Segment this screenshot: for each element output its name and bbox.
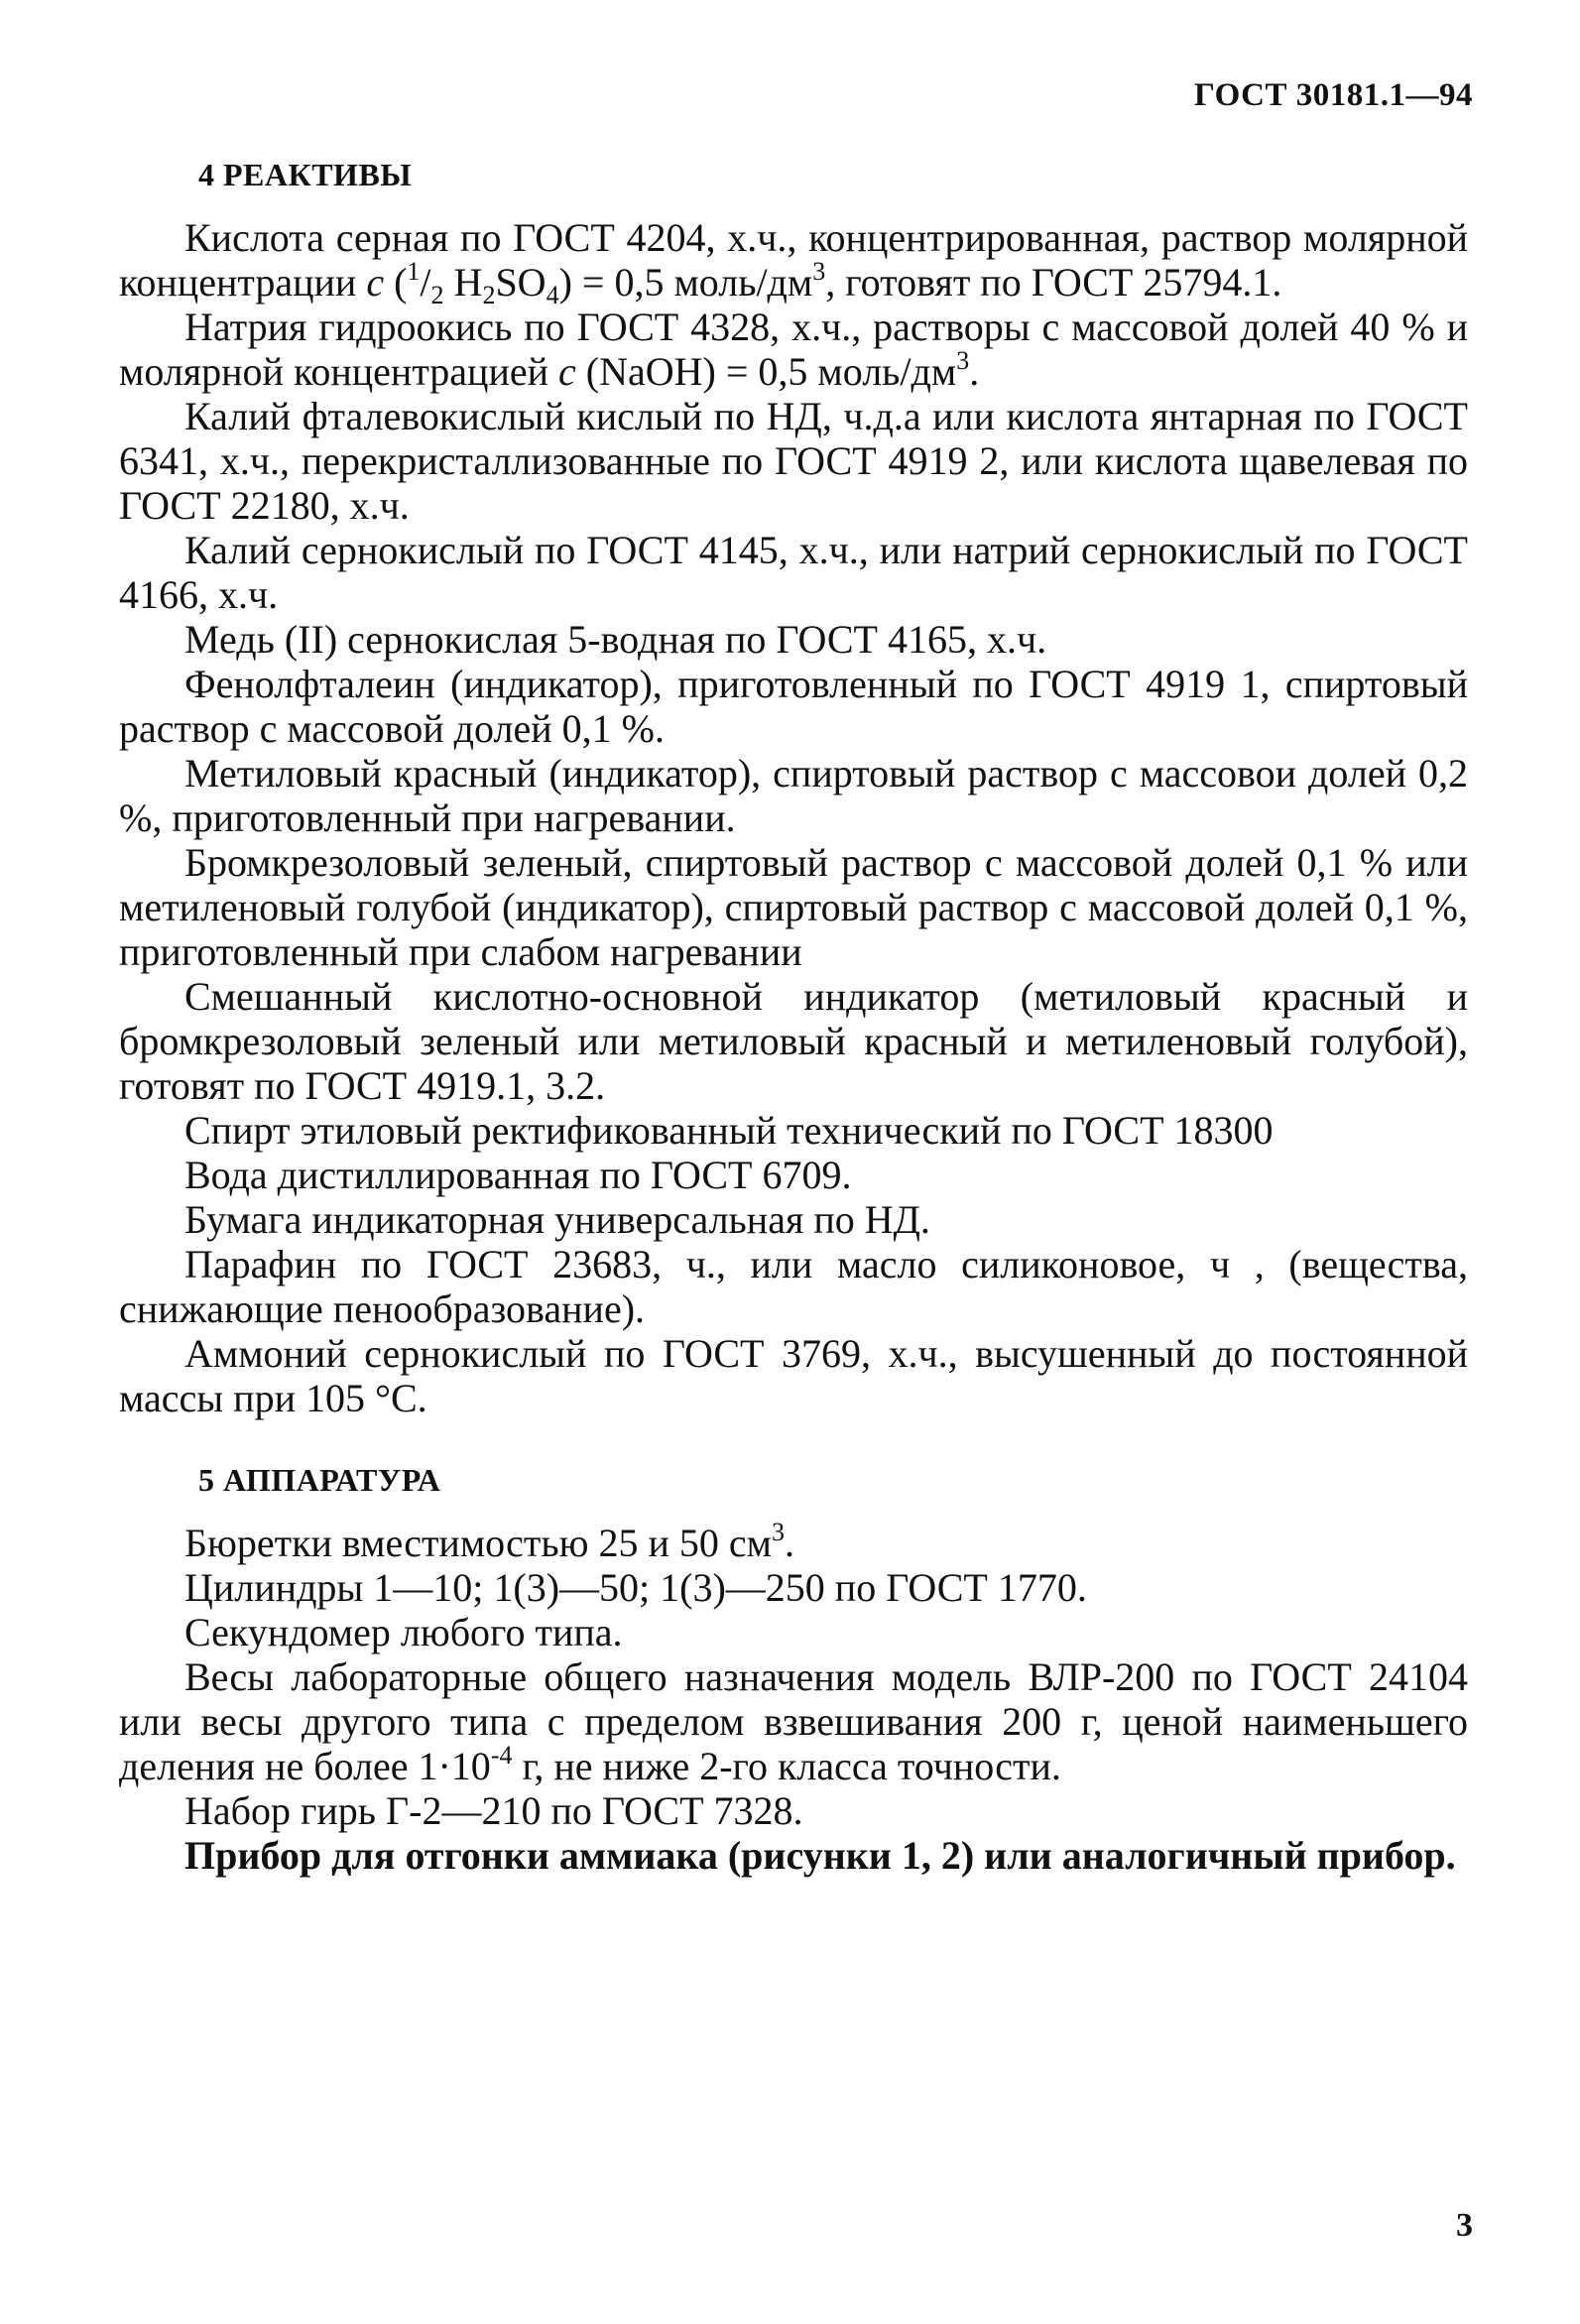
paragraph [119,1518,1468,1565]
text-run: Калий фталевокислый кислый по НД, ч.д.а или кислота янтарная по ГОСТ 6341, х.ч., перекристаллизованные по ГОСТ 4919 2, или кислота щавелевая по ГОСТ 22180, х.ч. [119,394,1468,528]
paragraph [119,394,1468,528]
text-run: (NaOH) = 0,5 моль/дм [575,349,957,394]
text-run: -4 [490,1741,513,1770]
text-run: SO [495,260,547,305]
text-run: c [366,260,385,305]
paragraph [119,1788,1468,1833]
paragraph [119,1153,1468,1197]
text-run: 3 [956,346,970,375]
paragraph [119,1610,1468,1654]
paragraph [119,1565,1468,1610]
paragraph [119,305,1468,394]
text-run: Медь (II) сернокислая 5-водная по ГОСТ 4165, х.ч. [184,617,1047,662]
text-run: 2 [430,281,444,309]
paragraph [119,840,1468,974]
text-run: c [558,349,576,394]
section-heading: 4 РЕАКТИВЫ [198,157,413,192]
text-run: Фенолфталеин (индикатор), приготовленный по ГОСТ 4919 1, спиртовый раствор с массовой долей 0,1 %. [119,662,1468,751]
text-run: Бюретки вместимостью 25 и 50 см [184,1521,772,1565]
text-run: ) = 0,5 моль/дм [558,260,813,305]
paragraph [119,662,1468,751]
text-run: Секундомер любого типа. [184,1610,623,1654]
text-run: Парафин по ГОСТ 23683, ч., или масло силиконовое, ч , (вещества, снижающие пенообразование). [119,1242,1468,1331]
paragraph [119,751,1468,840]
text-run: 2 [482,281,496,309]
paragraph [119,617,1468,662]
text-run: Бромкрезоловый зеленый, спиртовый раствор с массовой долей 0,1 % или метиленовый голубой (индикатор), спиртовый раствор с массовой долей 0,1 %, приготовленный при слабом нагревании [119,840,1468,974]
text-run: Калий сернокислый по ГОСТ 4145, х.ч., или натрий сернокислый по ГОСТ 4166, х.ч. [119,528,1468,617]
text-run: Цилиндры 1—10; 1(3)—50; 1(3)—250 по ГОСТ 1770. [184,1565,1087,1610]
paragraph [119,1654,1468,1788]
text-run: H [443,260,483,305]
paragraph [119,974,1468,1108]
text-run: . [784,1521,794,1565]
text-run: Кислота серная по ГОСТ 4204, х.ч., концентрированная, раствор молярной концентрации [119,215,1468,305]
running-header-standard-code: ГОСТ 30181.1—94 [1193,77,1473,113]
text-run: Аммоний сернокислый по ГОСТ 3769, х.ч., высушенный до постоянной массы при 105 °С. [119,1331,1468,1420]
text-run: , готовят по ГОСТ 25794.1. [825,260,1282,305]
page-number: 3 [1456,2207,1473,2244]
text-run: Метиловый красный (индикатор), спиртовый раствор с массовои долей 0,2 %, приготовленный при нагревании. [119,751,1468,840]
text-run: Бумага индикаторная универсальная по НД. [184,1197,930,1242]
text-run: Смешанный кислотно-основной индикатор (метиловый красный и бромкрезоловый зеленый или метиловый красный и метиленовый голубой), готовят по ГОСТ 4919.1, 3.2. [119,974,1468,1108]
text-run: / [420,260,431,305]
text-run: Натрия гидроокись по ГОСТ 4328, х.ч., растворы с массовой долей 40 % и молярной концентрацией [119,305,1468,394]
text-run: Спирт этиловый ректификованный технический по ГОСТ 18300 [184,1108,1274,1153]
text-run: . [969,349,980,394]
document-body [119,157,1468,1878]
text-run: ( [384,260,408,305]
text-run: Прибор для отгонки аммиака (рисунки 1, 2) или аналогичный прибор. [184,1833,1456,1878]
text-run: 1 [407,257,421,286]
text-run: Вода дистиллированная по ГОСТ 6709. [184,1153,852,1197]
text-run: Весы лабораторные общего назначения модель ВЛР-200 по ГОСТ 24104 или весы другого типа с пределом взвешивания 200 г, ценой наименьшего деления не более 1·10 [119,1654,1468,1788]
text-run: 3 [771,1518,785,1546]
section-heading: 5 АППАРАТУРА [198,1462,441,1498]
paragraph [119,1242,1468,1331]
paragraph [119,1833,1468,1878]
paragraph [119,1331,1468,1420]
text-run: г, не ниже 2-го класса точности. [512,1744,1061,1788]
text-run: Набор гирь Г-2—210 по ГОСТ 7328. [184,1788,803,1833]
paragraph [119,528,1468,617]
paragraph [119,215,1468,309]
text-run: 4 [546,281,559,309]
paragraph [119,1108,1468,1153]
text-run: 3 [812,257,826,286]
paragraph [119,1197,1468,1242]
